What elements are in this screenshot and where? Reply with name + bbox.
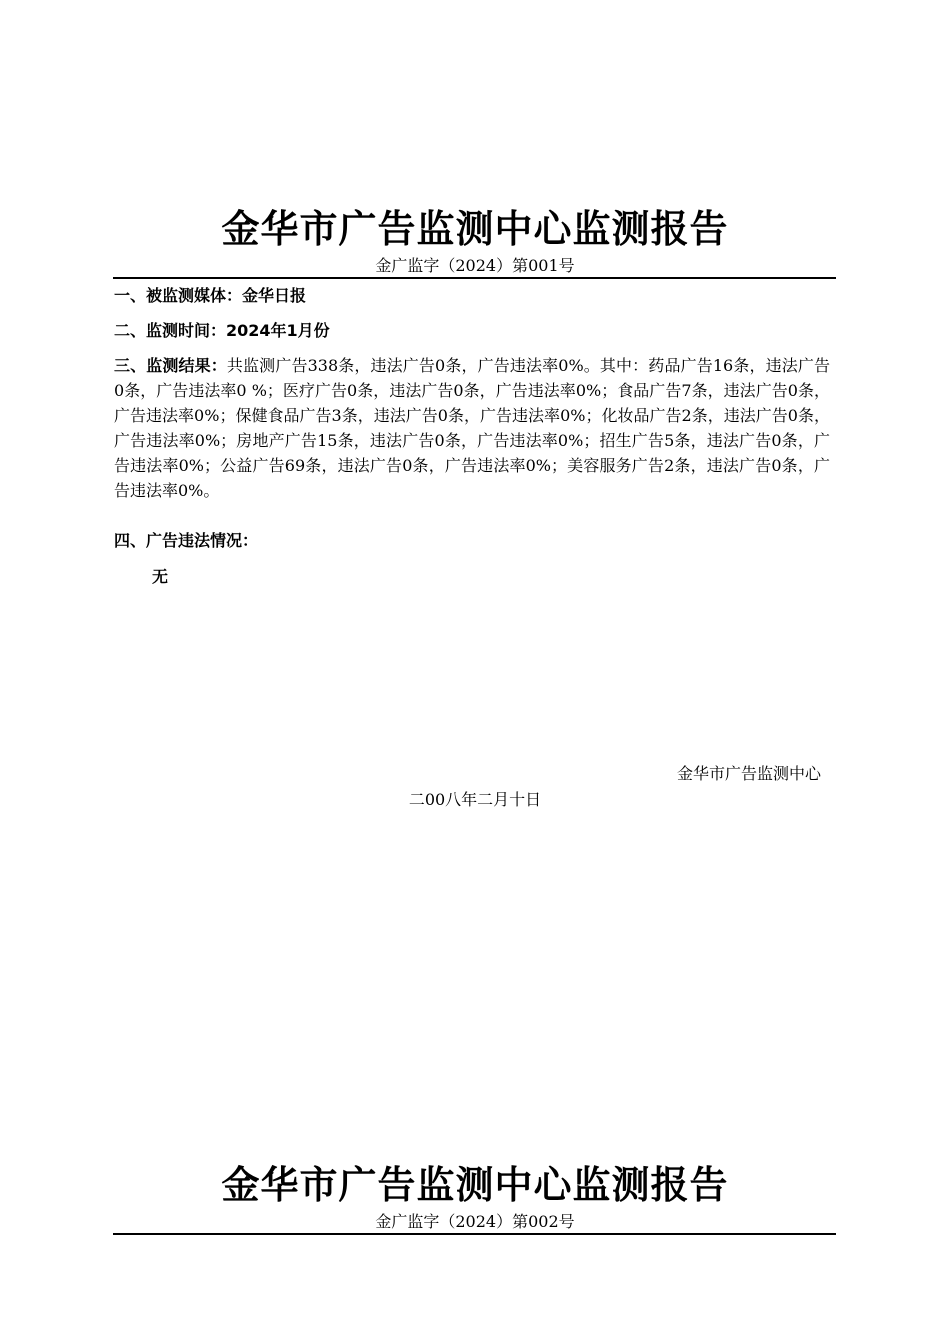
section-monitoring-time	[114, 318, 830, 343]
results-text: 共监测广告338条，违法广告0条，广告违法率0%。其中：药品广告16条，违法广告0条，广告违法率0 %；医疗广告0条，违法广告0条，广告违法率0%；食品广告7条，违法广告0条，广告违法率0%；保健食品广告3条，违法广告0条，广告违法率0%；化妆品广告2条，违法广告0条，广告违法率0%；房地产广告15条，违法广告0条，广告违法率0%；招生广告5条，违法广告0条，广告违法率0%；公益广告69条，违法广告0条，广告违法率0%；美容服务广告2条，违法广告0条，广告违法率0%。	[114, 356, 830, 500]
report-title: 金华市广告监测中心监测报告	[221, 207, 729, 251]
section-violations	[114, 528, 830, 553]
section-label: 三、监测结果：	[114, 356, 227, 375]
section-monitoring-results	[114, 353, 830, 503]
section-label: 一、被监测媒体：	[114, 286, 243, 305]
section-value: 金华日报	[242, 286, 307, 305]
section-monitored-media	[114, 283, 830, 308]
section-label: 二、监测时间：	[114, 321, 227, 340]
report-title: 金华市广告监测中心监测报告	[221, 1163, 729, 1207]
section-value: 2024年1月份	[226, 321, 330, 340]
report-date: 二00八年二月十日	[408, 790, 542, 809]
document-number: 金广监字（2024）第001号	[375, 256, 575, 275]
header-divider	[113, 1233, 836, 1235]
document-number: 金广监字（2024）第002号	[375, 1212, 575, 1231]
violations-value: 无	[152, 567, 169, 586]
header-divider	[113, 277, 836, 279]
section-label: 四、广告违法情况：	[114, 531, 259, 550]
signing-organization: 金华市广告监测中心	[676, 764, 821, 783]
